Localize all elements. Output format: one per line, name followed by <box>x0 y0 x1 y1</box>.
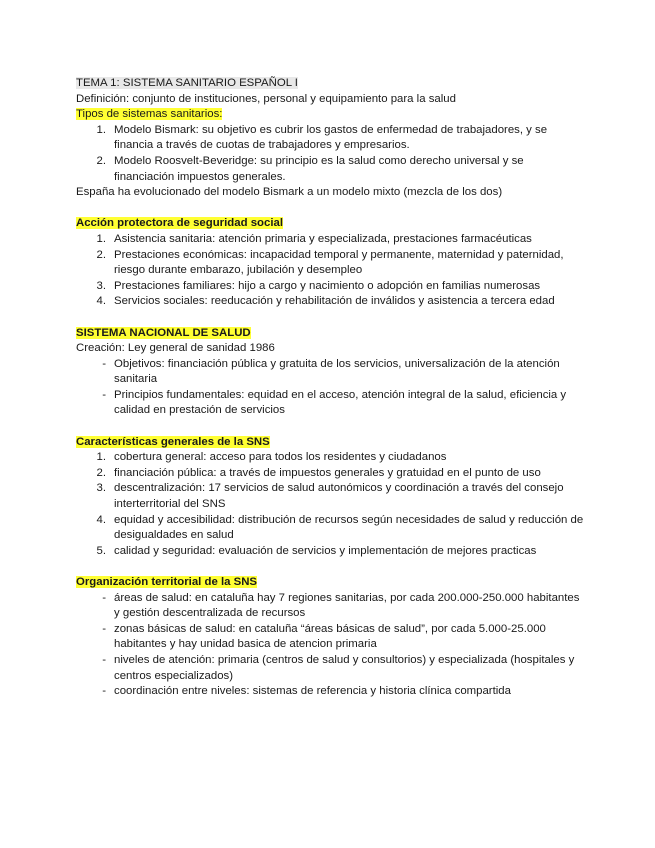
list-item-text: coordinación entre niveles: sistemas de referencia y historia clínica compartida <box>114 685 511 698</box>
list-item-text: Servicios sociales: reeducación y rehabilitación de inválidos y asistencia a tercera edad <box>114 295 555 308</box>
list-item <box>76 388 595 419</box>
list-marker: - <box>102 591 106 604</box>
tipos-heading-line <box>76 107 595 123</box>
organizacion-heading-line <box>76 575 595 591</box>
accion-heading: Acción protectora de seguridad social <box>76 217 283 230</box>
list-marker: - <box>102 357 106 370</box>
list-item <box>76 653 595 684</box>
sns-heading-line <box>76 326 595 342</box>
caracteristicas-heading-line <box>76 435 595 451</box>
list-item-text: Asistencia sanitaria: atención primaria y especializada, prestaciones farmacéuticas <box>114 232 532 245</box>
list-marker: 4. <box>96 513 106 526</box>
list-item <box>76 684 595 700</box>
list-marker: 3. <box>96 279 106 292</box>
list-item-text: equidad y accesibilidad: distribución de recursos según necesidades de salud y reducción de desigualdades en salud <box>114 513 584 542</box>
list-marker: 2. <box>96 154 106 167</box>
list-marker: 2. <box>96 248 106 261</box>
list-item-text: cobertura general: acceso para todos los residentes y ciudadanos <box>114 451 447 464</box>
accion-heading-line <box>76 216 595 232</box>
list-item-text: Prestaciones familiares: hijo a cargo y nacimiento o adopción en familias numerosas <box>114 279 541 292</box>
list-item-text: áreas de salud: en cataluña hay 7 regiones sanitarias, por cada 200.000-250.000 habitantes y gestión descentralizada de recursos <box>114 591 580 620</box>
organizacion-list <box>76 591 595 700</box>
organizacion-heading: Organización territorial de la SNS <box>76 576 258 588</box>
sns-section <box>76 326 595 420</box>
list-marker: - <box>102 653 106 666</box>
list-marker: - <box>102 685 106 698</box>
caracteristicas-section <box>76 435 595 560</box>
list-item-text: descentralización: 17 servicios de salud autonómicos y coordinación a través del consejo interterritorial del SNS <box>114 482 564 511</box>
list-item <box>76 123 595 154</box>
caracteristicas-list <box>76 450 595 559</box>
list-item-text: Prestaciones económicas: incapacidad temporal y permanente, maternidad y paternidad, riesgo durante embarazo, jubilación y desempleo <box>114 248 564 277</box>
list-item <box>76 481 595 512</box>
list-item <box>76 450 595 466</box>
list-item <box>76 294 595 310</box>
list-item <box>76 279 595 295</box>
sns-creation-text: Creación: Ley general de sanidad 1986 <box>76 342 275 355</box>
list-marker: 1. <box>96 123 106 136</box>
organizacion-section <box>76 575 595 700</box>
list-item-text: niveles de atención: primaria (centros de salud y consultorios) y especializada (hospitales y centros especializados) <box>114 653 575 682</box>
list-item <box>76 591 595 622</box>
accion-section <box>76 216 595 310</box>
evolution-text: España ha evolucionado del modelo Bismark a un modelo mixto (mezcla de los dos) <box>76 186 503 199</box>
list-item-text: calidad y seguridad: evaluación de servicios y implementación de mejores practicas <box>114 544 537 557</box>
definition-text: Definición: conjunto de instituciones, personal y equipamiento para la salud <box>76 92 456 105</box>
sns-list <box>76 357 595 419</box>
list-marker: 2. <box>96 466 106 479</box>
list-marker: 5. <box>96 544 106 557</box>
list-item <box>76 544 595 560</box>
list-item-text: Modelo Bismark: su objetivo es cubrir los gastos de enfermedad de trabajadores, y se financia a través de cuotas de trabajadores y empresarios. <box>114 123 548 152</box>
list-item <box>76 513 595 544</box>
tipos-heading: Tipos de sistemas sanitarios: <box>76 108 223 121</box>
list-item-text: zonas básicas de salud: en cataluña “áreas básicas de salud”, por cada 5.000-25.000 habitantes y hay unidad basica de atencion primaria <box>114 622 546 651</box>
list-marker: 4. <box>96 295 106 308</box>
document-title-line <box>76 76 595 92</box>
list-item <box>76 232 595 248</box>
list-marker: 1. <box>96 232 106 245</box>
list-item <box>76 154 595 185</box>
accion-list <box>76 232 595 310</box>
document-title: TEMA 1: SISTEMA SANITARIO ESPAÑOL I <box>76 77 298 89</box>
list-marker: 1. <box>96 451 106 464</box>
list-item-text: Principios fundamentales: equidad en el acceso, atención integral de la salud, eficiencia y calidad en prestación de servicios <box>114 388 567 417</box>
caracteristicas-heading: Características generales de la SNS <box>76 435 270 448</box>
list-item <box>76 357 595 388</box>
list-item <box>76 248 595 279</box>
list-item-text: Modelo Roosvelt-Beveridge: su principio es la salud como derecho universal y se financiación impuestos generales. <box>114 154 524 183</box>
list-marker: 3. <box>96 482 106 495</box>
list-marker: - <box>102 622 106 635</box>
list-item <box>76 466 595 482</box>
list-item-text: Objetivos: financiación pública y gratuita de los servicios, universalización de la atención sanitaria <box>114 357 560 386</box>
list-marker: - <box>102 388 106 401</box>
tipos-list <box>76 123 595 185</box>
sns-heading: SISTEMA NACIONAL DE SALUD <box>76 326 251 339</box>
list-item <box>76 622 595 653</box>
list-item-text: financiación pública: a través de impuestos generales y gratuidad en el punto de uso <box>114 466 541 479</box>
